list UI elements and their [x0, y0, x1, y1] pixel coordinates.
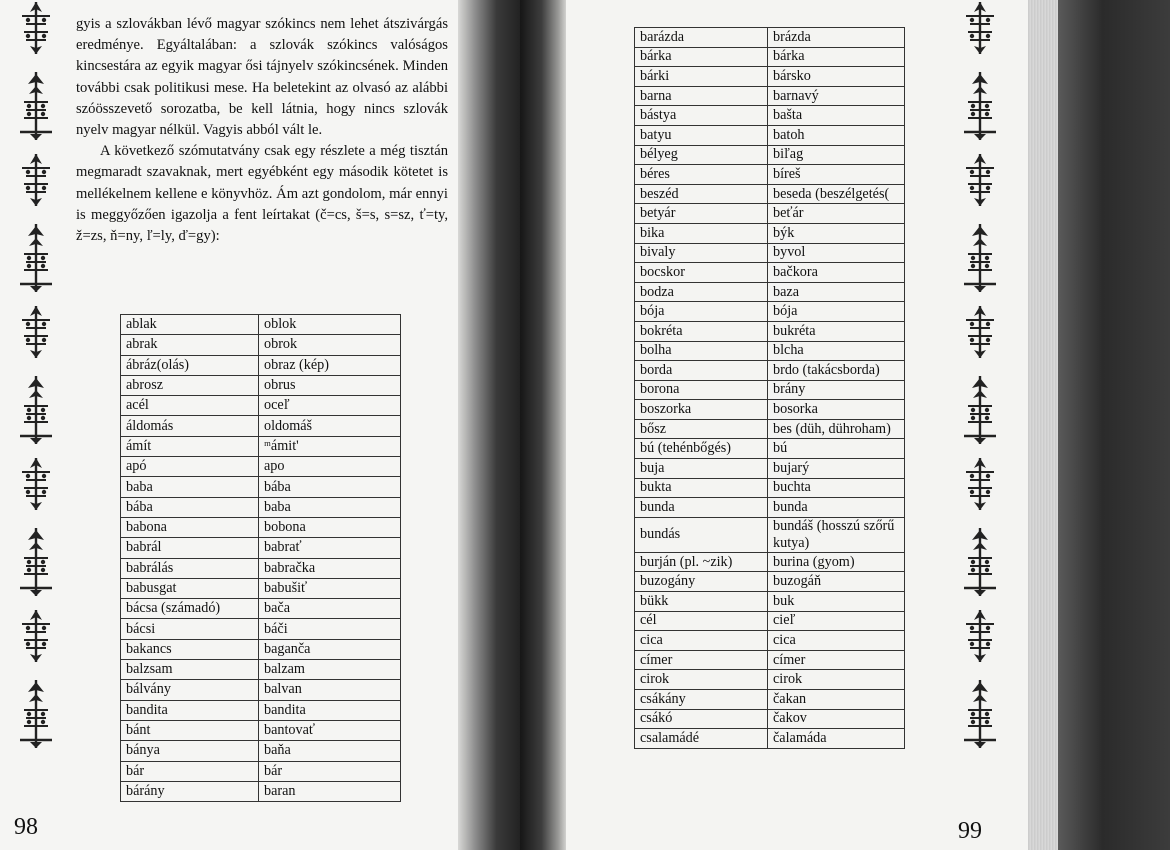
slovak-word: bár: [259, 761, 401, 781]
slovak-word: bobona: [259, 517, 401, 537]
ornament-tree-icon: [16, 526, 56, 598]
slovak-word: baba: [259, 497, 401, 517]
hungarian-word: bácsa (számadó): [121, 599, 259, 619]
slovak-word: býk: [768, 223, 905, 243]
ornament-sun-icon: [960, 304, 1000, 360]
slovak-word: baza: [768, 282, 905, 302]
slovak-word: burina (gyom): [768, 552, 905, 572]
hungarian-word: cél: [635, 611, 768, 631]
table-row: [635, 125, 905, 145]
slovak-word: oblok: [259, 315, 401, 335]
slovak-word: bašta: [768, 106, 905, 126]
scanner-background: [1058, 0, 1170, 850]
table-row: [635, 439, 905, 459]
slovak-word: címer: [768, 650, 905, 670]
table-row: [121, 457, 401, 477]
slovak-word: balvan: [259, 680, 401, 700]
slovak-word: oceľ: [259, 396, 401, 416]
ornament-tree-icon: [960, 70, 1000, 142]
slovak-word: bunda: [768, 498, 905, 518]
table-row: [121, 599, 401, 619]
slovak-word: bandita: [259, 700, 401, 720]
table-row: [635, 165, 905, 185]
hungarian-word: barázda: [635, 28, 768, 48]
slovak-word: ᵐámit': [259, 436, 401, 456]
table-row: [635, 145, 905, 165]
slovak-word: bárka: [768, 47, 905, 67]
table-row: [635, 572, 905, 592]
slovak-word: beseda (beszélgetés(: [768, 184, 905, 204]
hungarian-word: bükk: [635, 592, 768, 612]
hungarian-word: bélyeg: [635, 145, 768, 165]
hungarian-word: bocskor: [635, 263, 768, 283]
table-row: [635, 106, 905, 126]
slovak-word: brdo (takácsborda): [768, 361, 905, 381]
table-row: [635, 729, 905, 749]
hungarian-word: bárány: [121, 781, 259, 801]
slovak-word: balzam: [259, 660, 401, 680]
page-number-right: 99: [958, 818, 982, 844]
table-row: [635, 380, 905, 400]
hungarian-word: bunda: [635, 498, 768, 518]
hungarian-word: bába: [121, 497, 259, 517]
book-gutter-shadow-right: [520, 0, 568, 850]
hungarian-word: abrosz: [121, 375, 259, 395]
table-row: [635, 282, 905, 302]
slovak-word: blcha: [768, 341, 905, 361]
table-row: [635, 552, 905, 572]
table-row: [121, 538, 401, 558]
ornament-sun-icon: [16, 456, 56, 512]
slovak-word: buchta: [768, 478, 905, 498]
table-row: [635, 517, 905, 552]
ornament-sun-icon: [960, 608, 1000, 664]
table-row: [635, 302, 905, 322]
hungarian-word: cirok: [635, 670, 768, 690]
slovak-word: obrus: [259, 375, 401, 395]
table-row: [121, 700, 401, 720]
slovak-word: cirok: [768, 670, 905, 690]
table-row: [635, 341, 905, 361]
slovak-word: brány: [768, 380, 905, 400]
book-gutter-shadow: [458, 0, 528, 850]
table-row: [635, 263, 905, 283]
slovak-word: barnavý: [768, 86, 905, 106]
ornament-tree-icon: [960, 222, 1000, 294]
table-row: [121, 558, 401, 578]
hungarian-word: borda: [635, 361, 768, 381]
hungarian-word: batyu: [635, 125, 768, 145]
slovak-word: bosorka: [768, 400, 905, 420]
ornament-tree-icon: [16, 222, 56, 294]
table-row: [635, 184, 905, 204]
left-body-text: [76, 14, 448, 247]
ornament-tree-icon: [16, 374, 56, 446]
hungarian-word: ábráz(olás): [121, 355, 259, 375]
hungarian-word: beszéd: [635, 184, 768, 204]
hungarian-word: bukta: [635, 478, 768, 498]
hungarian-word: bánt: [121, 720, 259, 740]
slovak-word: bú: [768, 439, 905, 459]
hungarian-word: bár: [121, 761, 259, 781]
table-row: [121, 396, 401, 416]
table-row: [635, 670, 905, 690]
table-row: [635, 47, 905, 67]
hungarian-word: acél: [121, 396, 259, 416]
table-row: [635, 498, 905, 518]
hungarian-word: babrál: [121, 538, 259, 558]
hungarian-word: csákó: [635, 709, 768, 729]
word-comparison-table-left: [120, 314, 401, 802]
table-row: [635, 690, 905, 710]
ornament-tree-icon: [960, 374, 1000, 446]
hungarian-word: bú (tehénbőgés): [635, 439, 768, 459]
hungarian-word: bősz: [635, 419, 768, 439]
hungarian-word: buzogány: [635, 572, 768, 592]
hungarian-word: babrálás: [121, 558, 259, 578]
hungarian-word: abrak: [121, 335, 259, 355]
table-row: [635, 631, 905, 651]
slovak-word: bantovať: [259, 720, 401, 740]
hungarian-word: bivaly: [635, 243, 768, 263]
slovak-word: bukréta: [768, 321, 905, 341]
table-row: [635, 204, 905, 224]
slovak-word: obraz (kép): [259, 355, 401, 375]
hungarian-word: bárka: [635, 47, 768, 67]
table-row: [635, 361, 905, 381]
table-row: [121, 436, 401, 456]
hungarian-word: ámít: [121, 436, 259, 456]
hungarian-word: bánya: [121, 741, 259, 761]
slovak-word: báči: [259, 619, 401, 639]
table-row: [121, 639, 401, 659]
table-row: [121, 720, 401, 740]
word-comparison-table-right: [634, 27, 905, 749]
hungarian-word: béres: [635, 165, 768, 185]
hungarian-word: buja: [635, 459, 768, 479]
slovak-word: batoh: [768, 125, 905, 145]
slovak-word: apo: [259, 457, 401, 477]
ornament-sun-icon: [16, 304, 56, 360]
hungarian-word: áldomás: [121, 416, 259, 436]
page-edges: [1028, 0, 1058, 850]
slovak-word: buzogáň: [768, 572, 905, 592]
table-row: [121, 517, 401, 537]
slovak-word: bundáš (hosszú szőrű kutya): [768, 517, 905, 552]
table-row: [635, 28, 905, 48]
paragraph: A következő szómutatvány csak egy részlete a még tisztán megmaradt szavaknak, mert egyébként egy második kötetet is mellékelnem kellene e könyvhöz. Ám azt gondolom, már ennyi is meggyőzően igazolja a fent leírtakat (č=cs, š=s, s=sz, ť=ty, ž=zs, ň=ny, ľ=ly, ď=gy):: [76, 143, 448, 245]
ornament-sun-icon: [960, 0, 1000, 56]
slovak-word: cieľ: [768, 611, 905, 631]
table-row: [121, 781, 401, 801]
hungarian-word: bója: [635, 302, 768, 322]
table-row: [635, 611, 905, 631]
ornament-tree-icon: [16, 678, 56, 750]
hungarian-word: apó: [121, 457, 259, 477]
ornament-tree-icon: [16, 70, 56, 142]
table-row: [635, 650, 905, 670]
ornament-tree-icon: [960, 526, 1000, 598]
slovak-word: čalamáda: [768, 729, 905, 749]
table-row: [121, 660, 401, 680]
ornament-sun-icon: [960, 456, 1000, 512]
paragraph: gyis a szlovákban lévő magyar szókincs nem lehet átszivárgás eredménye. Egyáltalában: a szlovák szókincs valóságos kincsestára az egyik magyar ősi tájnyelv szókincsének. Minden további csak politikusi mese. Ha beletekint az olvasó az alábbi szóösszevető sorozatba, be kell látnia, hogy nincs szlovák nyelv magyar nélkül. Vagyis abból vált le.: [76, 16, 448, 139]
hungarian-word: bakancs: [121, 639, 259, 659]
table-row: [121, 335, 401, 355]
slovak-word: bába: [259, 477, 401, 497]
hungarian-word: bandita: [121, 700, 259, 720]
slovak-word: babušiť: [259, 578, 401, 598]
hungarian-word: bálvány: [121, 680, 259, 700]
table-row: [121, 619, 401, 639]
ornament-sun-icon: [960, 152, 1000, 208]
table-row: [635, 592, 905, 612]
table-row: [121, 497, 401, 517]
hungarian-word: cica: [635, 631, 768, 651]
slovak-word: bača: [259, 599, 401, 619]
slovak-word: čakov: [768, 709, 905, 729]
hungarian-word: baba: [121, 477, 259, 497]
slovak-word: bója: [768, 302, 905, 322]
ornament-sun-icon: [16, 608, 56, 664]
hungarian-word: bácsi: [121, 619, 259, 639]
table-row: [121, 680, 401, 700]
table-row: [635, 243, 905, 263]
table-row: [635, 321, 905, 341]
table-row: [121, 315, 401, 335]
slovak-word: baňa: [259, 741, 401, 761]
table-row: [635, 67, 905, 87]
table-row: [635, 459, 905, 479]
slovak-word: bársko: [768, 67, 905, 87]
table-row: [635, 709, 905, 729]
hungarian-word: bolha: [635, 341, 768, 361]
slovak-word: byvol: [768, 243, 905, 263]
slovak-word: bes (düh, dühroham): [768, 419, 905, 439]
left-ornament-border: [14, 0, 58, 808]
hungarian-word: bodza: [635, 282, 768, 302]
slovak-word: bačkora: [768, 263, 905, 283]
hungarian-word: babona: [121, 517, 259, 537]
slovak-word: obrok: [259, 335, 401, 355]
slovak-word: čakan: [768, 690, 905, 710]
ornament-sun-icon: [16, 152, 56, 208]
slovak-word: oldomáš: [259, 416, 401, 436]
hungarian-word: bokréta: [635, 321, 768, 341]
hungarian-word: boszorka: [635, 400, 768, 420]
table-row: [121, 416, 401, 436]
hungarian-word: bundás: [635, 517, 768, 552]
ornament-sun-icon: [16, 0, 56, 56]
hungarian-word: bárki: [635, 67, 768, 87]
hungarian-word: balzsam: [121, 660, 259, 680]
hungarian-word: burján (pl. ~zik): [635, 552, 768, 572]
table-row: [121, 741, 401, 761]
slovak-word: bagančа: [259, 639, 401, 659]
hungarian-word: címer: [635, 650, 768, 670]
slovak-word: beťár: [768, 204, 905, 224]
table-row: [635, 400, 905, 420]
hungarian-word: betyár: [635, 204, 768, 224]
table-row: [635, 419, 905, 439]
table-row: [635, 86, 905, 106]
table-row: [121, 355, 401, 375]
slovak-word: brázda: [768, 28, 905, 48]
slovak-word: babračka: [259, 558, 401, 578]
slovak-word: bíreš: [768, 165, 905, 185]
table-row: [121, 578, 401, 598]
slovak-word: buk: [768, 592, 905, 612]
hungarian-word: borona: [635, 380, 768, 400]
hungarian-word: barna: [635, 86, 768, 106]
slovak-word: biľag: [768, 145, 905, 165]
hungarian-word: ablak: [121, 315, 259, 335]
hungarian-word: csalamádé: [635, 729, 768, 749]
page-number-left: 98: [14, 814, 38, 840]
hungarian-word: bástya: [635, 106, 768, 126]
table-row: [635, 223, 905, 243]
table-row: [121, 761, 401, 781]
slovak-word: baran: [259, 781, 401, 801]
table-row: [121, 477, 401, 497]
hungarian-word: babusgat: [121, 578, 259, 598]
hungarian-word: csákány: [635, 690, 768, 710]
table-row: [121, 375, 401, 395]
slovak-word: bujarý: [768, 459, 905, 479]
right-ornament-border: [958, 0, 1002, 808]
slovak-word: cica: [768, 631, 905, 651]
ornament-tree-icon: [960, 678, 1000, 750]
hungarian-word: bika: [635, 223, 768, 243]
table-row: [635, 478, 905, 498]
slovak-word: babrať: [259, 538, 401, 558]
